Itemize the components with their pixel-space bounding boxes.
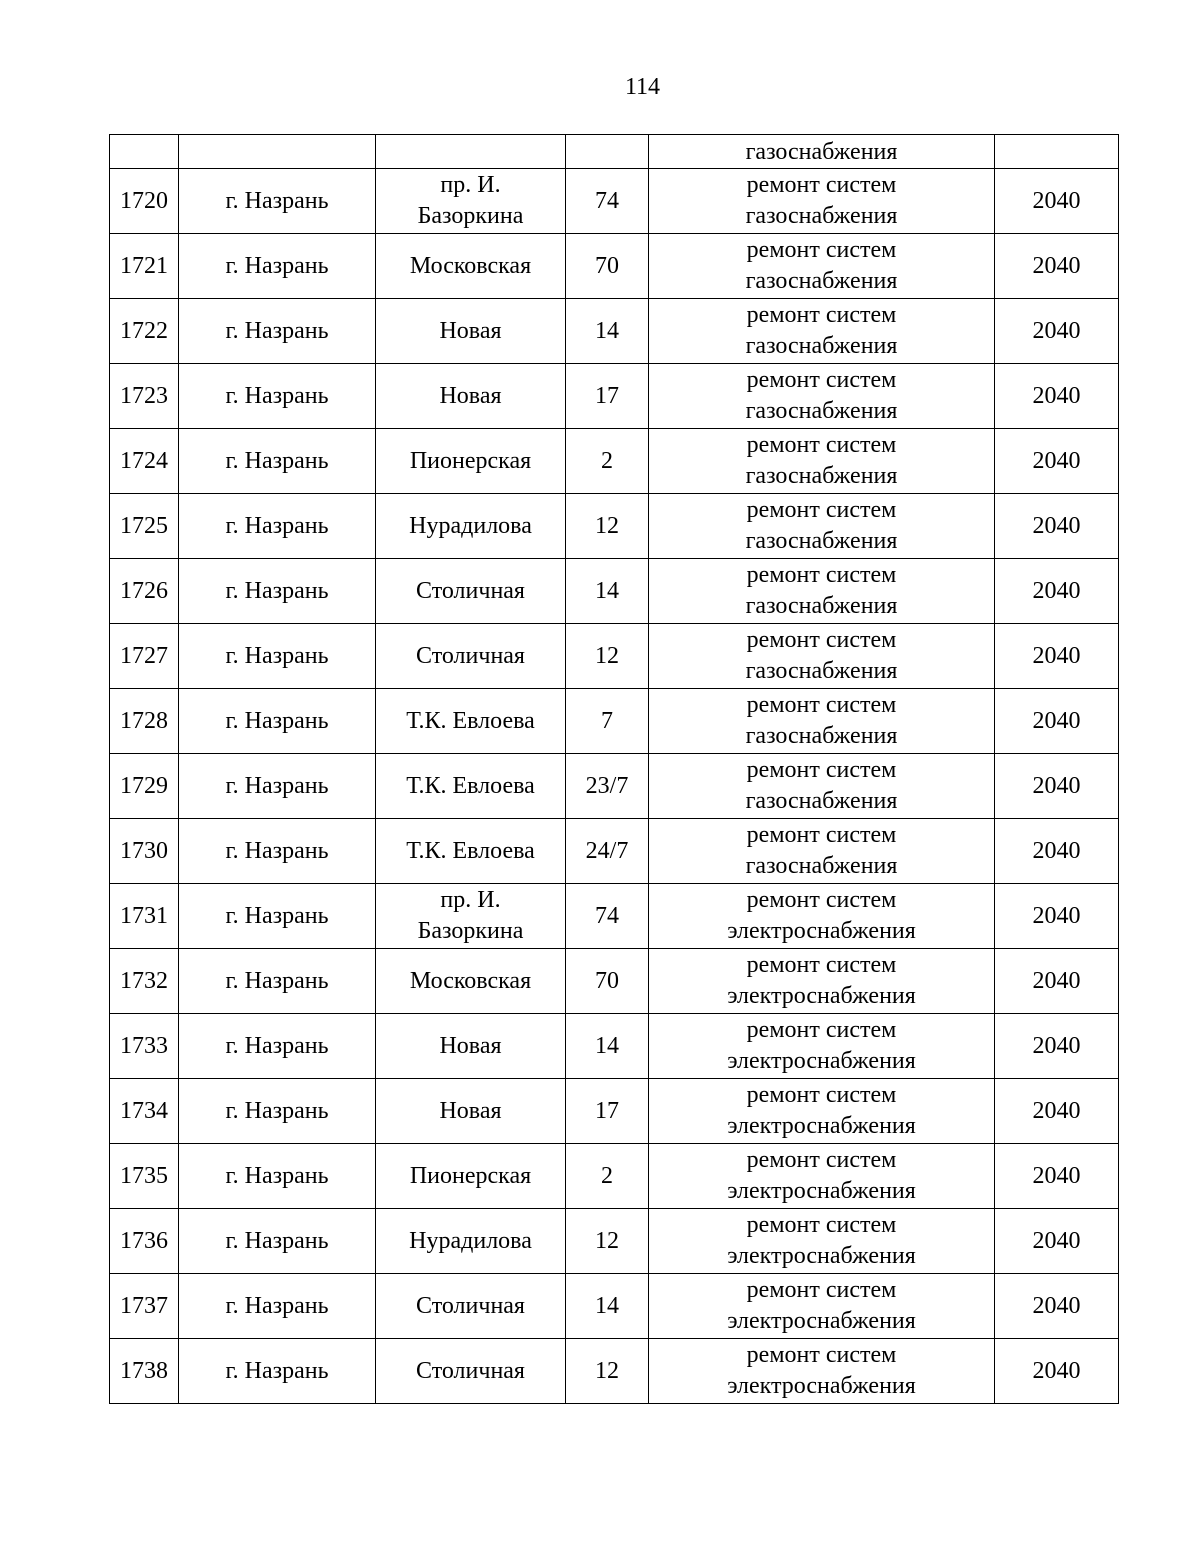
cell-work <box>649 1274 995 1339</box>
table-row <box>110 624 1119 689</box>
works-table <box>109 134 1119 1404</box>
work-line-2: электроснабжения <box>727 1373 916 1399</box>
cell-street <box>376 689 566 754</box>
work-line-1: ремонт систем <box>746 1342 897 1368</box>
cell-street <box>376 1274 566 1339</box>
work-line-2: электроснабжения <box>727 1113 916 1139</box>
cell-year: 2040 <box>995 1014 1119 1079</box>
street-line-1: Новая <box>439 382 502 409</box>
cell-year: 2040 <box>995 429 1119 494</box>
cell-year: 2040 <box>995 494 1119 559</box>
cell-street <box>376 1144 566 1209</box>
cell-house: 17 <box>566 364 649 429</box>
cell-house: 14 <box>566 1014 649 1079</box>
table-row <box>110 689 1119 754</box>
cell-street <box>376 364 566 429</box>
work-line-2: электроснабжения <box>727 983 916 1009</box>
work-line-1: ремонт систем <box>746 172 897 198</box>
cell-city <box>179 135 376 169</box>
cell-num: 1720 <box>110 169 179 234</box>
cell-year: 2040 <box>995 624 1119 689</box>
street-line-1: Московская <box>409 252 532 279</box>
cell-work <box>649 754 995 819</box>
cell-street <box>376 624 566 689</box>
table-row <box>110 884 1119 949</box>
cell-work <box>649 234 995 299</box>
work-line-2: газоснабжения <box>745 333 898 359</box>
cell-num: 1729 <box>110 754 179 819</box>
cell-num: 1725 <box>110 494 179 559</box>
work-line-2: электроснабжения <box>727 918 916 944</box>
table-row <box>110 299 1119 364</box>
work-line-1: ремонт систем <box>746 302 897 328</box>
work-line-2: газоснабжения <box>745 203 898 229</box>
work-line-1: ремонт систем <box>746 432 897 458</box>
cell-work <box>649 364 995 429</box>
cell-city: г. Назрань <box>179 169 376 234</box>
cell-city: г. Назрань <box>179 364 376 429</box>
cell-house: 24/7 <box>566 819 649 884</box>
cell-year: 2040 <box>995 234 1119 299</box>
cell-house <box>566 135 649 169</box>
cell-num <box>110 135 179 169</box>
street-line-1: Т.К. Евлоева <box>406 837 535 864</box>
cell-street <box>376 1209 566 1274</box>
cell-work <box>649 689 995 754</box>
cell-house: 14 <box>566 559 649 624</box>
table-row <box>110 494 1119 559</box>
street-line-1: Пионерская <box>409 447 532 474</box>
cell-city: г. Назрань <box>179 689 376 754</box>
street-line-1: Т.К. Евлоева <box>406 772 535 799</box>
cell-num: 1732 <box>110 949 179 1014</box>
cell-work: газоснабжения <box>649 135 995 169</box>
works-table-body <box>110 135 1119 1404</box>
cell-street <box>376 494 566 559</box>
cell-work <box>649 1339 995 1404</box>
cell-house: 12 <box>566 624 649 689</box>
cell-city: г. Назрань <box>179 559 376 624</box>
work-line-1: ремонт систем <box>746 627 897 653</box>
cell-year: 2040 <box>995 949 1119 1014</box>
cell-year: 2040 <box>995 299 1119 364</box>
table-row <box>110 1274 1119 1339</box>
street-line-1: пр. И. <box>440 172 501 198</box>
street-line-1: Т.К. Евлоева <box>406 707 535 734</box>
cell-work <box>649 1144 995 1209</box>
work-line-1: ремонт систем <box>746 822 897 848</box>
work-line-2: газоснабжения <box>745 723 898 749</box>
work-line-2: электроснабжения <box>727 1308 916 1334</box>
cell-num: 1721 <box>110 234 179 299</box>
street-line-1: Столичная <box>416 1292 525 1319</box>
table-row <box>110 949 1119 1014</box>
street-line-1: Новая <box>439 1097 502 1124</box>
cell-year: 2040 <box>995 364 1119 429</box>
cell-street <box>376 884 566 949</box>
cell-num: 1737 <box>110 1274 179 1339</box>
street-line-1: Московская <box>409 967 532 994</box>
table-row-continuation <box>110 135 1119 169</box>
street-line-1: Новая <box>439 1032 502 1059</box>
work-line-1: ремонт систем <box>746 692 897 718</box>
cell-year: 2040 <box>995 1079 1119 1144</box>
cell-street <box>376 819 566 884</box>
street-line-1: Столичная <box>416 642 525 669</box>
work-line-2: газоснабжения <box>745 528 898 554</box>
street-line-1: Столичная <box>416 1357 525 1384</box>
cell-house: 14 <box>566 299 649 364</box>
work-line-1: ремонт систем <box>746 1147 897 1173</box>
cell-work <box>649 299 995 364</box>
cell-year: 2040 <box>995 884 1119 949</box>
cell-house: 17 <box>566 1079 649 1144</box>
cell-house: 2 <box>566 429 649 494</box>
cell-city: г. Назрань <box>179 1014 376 1079</box>
cell-year: 2040 <box>995 819 1119 884</box>
cell-city: г. Назрань <box>179 1274 376 1339</box>
cell-house: 12 <box>566 1339 649 1404</box>
street-line-1: Нурадилова <box>409 512 532 539</box>
cell-num: 1733 <box>110 1014 179 1079</box>
cell-year <box>995 135 1119 169</box>
table-row <box>110 169 1119 234</box>
table-row <box>110 1209 1119 1274</box>
cell-work <box>649 624 995 689</box>
cell-work <box>649 1209 995 1274</box>
street-line-1: Пионерская <box>409 1162 532 1189</box>
cell-city: г. Назрань <box>179 819 376 884</box>
cell-num: 1724 <box>110 429 179 494</box>
cell-city: г. Назрань <box>179 1144 376 1209</box>
cell-year: 2040 <box>995 1339 1119 1404</box>
cell-city: г. Назрань <box>179 299 376 364</box>
work-line-1: ремонт систем <box>746 1212 897 1238</box>
cell-street <box>376 429 566 494</box>
cell-work <box>649 559 995 624</box>
work-line-2: газоснабжения <box>745 788 898 814</box>
cell-city: г. Назрань <box>179 429 376 494</box>
cell-street <box>376 559 566 624</box>
cell-city: г. Назрань <box>179 1209 376 1274</box>
cell-city: г. Назрань <box>179 624 376 689</box>
work-line-1: ремонт систем <box>746 497 897 523</box>
cell-year: 2040 <box>995 1274 1119 1339</box>
cell-house: 70 <box>566 234 649 299</box>
work-line-2: газоснабжения <box>745 658 898 684</box>
cell-city: г. Назрань <box>179 949 376 1014</box>
cell-num: 1722 <box>110 299 179 364</box>
table-row <box>110 429 1119 494</box>
cell-num: 1738 <box>110 1339 179 1404</box>
work-line-2: газоснабжения <box>745 268 898 294</box>
work-line-1: ремонт систем <box>746 367 897 393</box>
cell-num: 1731 <box>110 884 179 949</box>
table-row <box>110 234 1119 299</box>
cell-street <box>376 1079 566 1144</box>
cell-year: 2040 <box>995 689 1119 754</box>
cell-num: 1723 <box>110 364 179 429</box>
cell-work <box>649 884 995 949</box>
cell-house: 7 <box>566 689 649 754</box>
cell-city: г. Назрань <box>179 754 376 819</box>
cell-work <box>649 169 995 234</box>
work-line-2: газоснабжения <box>745 853 898 879</box>
cell-work <box>649 1079 995 1144</box>
work-line-2: газоснабжения <box>745 463 898 489</box>
street-line-1: Нурадилова <box>409 1227 532 1254</box>
work-line-2: газоснабжения <box>745 593 898 619</box>
cell-street <box>376 234 566 299</box>
table-row <box>110 754 1119 819</box>
cell-house: 74 <box>566 884 649 949</box>
cell-work <box>649 819 995 884</box>
work-line-1: ремонт систем <box>746 237 897 263</box>
table-row <box>110 1339 1119 1404</box>
table-row <box>110 819 1119 884</box>
cell-num: 1726 <box>110 559 179 624</box>
cell-street <box>376 169 566 234</box>
cell-work <box>649 1014 995 1079</box>
work-line-1: ремонт систем <box>746 1277 897 1303</box>
work-line-1: ремонт систем <box>746 1017 897 1043</box>
cell-house: 23/7 <box>566 754 649 819</box>
street-line-1: Новая <box>439 317 502 344</box>
table-row <box>110 1079 1119 1144</box>
cell-num: 1730 <box>110 819 179 884</box>
cell-num: 1736 <box>110 1209 179 1274</box>
cell-num: 1727 <box>110 624 179 689</box>
table-row <box>110 559 1119 624</box>
work-line-1: ремонт систем <box>746 887 897 913</box>
work-line-1: ремонт систем <box>746 1082 897 1108</box>
cell-year: 2040 <box>995 754 1119 819</box>
cell-city: г. Назрань <box>179 494 376 559</box>
work-line-2: электроснабжения <box>727 1048 916 1074</box>
cell-num: 1728 <box>110 689 179 754</box>
cell-city: г. Назрань <box>179 1339 376 1404</box>
cell-street <box>376 1339 566 1404</box>
street-line-1: Столичная <box>416 577 525 604</box>
cell-house: 14 <box>566 1274 649 1339</box>
page-number: 114 <box>624 74 661 100</box>
cell-house: 2 <box>566 1144 649 1209</box>
cell-street <box>376 949 566 1014</box>
work-line-1: ремонт систем <box>746 562 897 588</box>
cell-house: 74 <box>566 169 649 234</box>
cell-city: г. Назрань <box>179 1079 376 1144</box>
work-line-1: ремонт систем <box>746 952 897 978</box>
cell-year: 2040 <box>995 1209 1119 1274</box>
cell-city: г. Назрань <box>179 884 376 949</box>
table-row <box>110 1144 1119 1209</box>
cell-street <box>376 299 566 364</box>
cell-street <box>376 135 566 169</box>
cell-work <box>649 494 995 559</box>
work-line-1: ремонт систем <box>746 757 897 783</box>
street-line-2: Базоркина <box>417 918 524 944</box>
cell-num: 1734 <box>110 1079 179 1144</box>
cell-house: 70 <box>566 949 649 1014</box>
cell-house: 12 <box>566 494 649 559</box>
street-line-1: пр. И. <box>440 887 501 913</box>
table-row <box>110 1014 1119 1079</box>
cell-work <box>649 949 995 1014</box>
work-line-2: газоснабжения <box>745 398 898 424</box>
cell-house: 12 <box>566 1209 649 1274</box>
cell-street <box>376 1014 566 1079</box>
street-line-2: Базоркина <box>417 203 524 229</box>
work-line-2: электроснабжения <box>727 1178 916 1204</box>
cell-work <box>649 429 995 494</box>
work-line-2: электроснабжения <box>727 1243 916 1269</box>
cell-street <box>376 754 566 819</box>
cell-year: 2040 <box>995 169 1119 234</box>
cell-year: 2040 <box>995 1144 1119 1209</box>
table-row <box>110 364 1119 429</box>
cell-city: г. Назрань <box>179 234 376 299</box>
cell-year: 2040 <box>995 559 1119 624</box>
cell-num: 1735 <box>110 1144 179 1209</box>
